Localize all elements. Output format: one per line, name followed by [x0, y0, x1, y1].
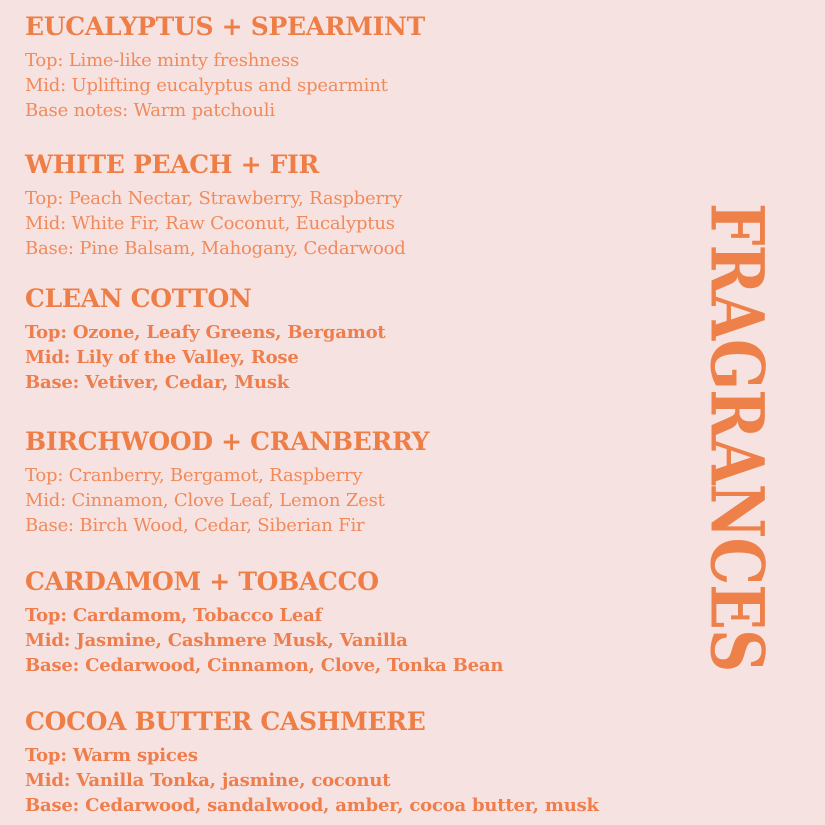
base-notes: Base: Cedarwood, sandalwood, amber, cocoa butter, musk: [25, 795, 599, 816]
fragrance-section-white-peach-fir: [25, 151, 625, 261]
top-notes: Top: Lime-like minty freshness: [25, 50, 300, 71]
fragrance-title: CARDAMOM + TOBACCO: [25, 567, 379, 596]
base-notes: Base: Birch Wood, Cedar, Siberian Fir: [25, 515, 365, 536]
mid-notes: Mid: Uplifting eucalyptus and spearmint: [25, 75, 388, 96]
fragrance-title: WHITE PEACH + FIR: [25, 150, 319, 179]
mid-notes: Mid: Vanilla Tonka, jasmine, coconut: [25, 770, 391, 791]
mid-notes: Mid: Jasmine, Cashmere Musk, Vanilla: [25, 630, 408, 651]
top-notes: Top: Warm spices: [25, 745, 198, 766]
base-notes: Base: Pine Balsam, Mahogany, Cedarwood: [25, 238, 406, 259]
base-notes: Base notes: Warm patchouli: [25, 100, 275, 121]
mid-notes: Mid: Lily of the Valley, Rose: [25, 347, 299, 368]
mid-notes: Mid: Cinnamon, Clove Leaf, Lemon Zest: [25, 490, 385, 511]
base-notes: Base: Vetiver, Cedar, Musk: [25, 372, 290, 393]
top-notes: Top: Cranberry, Bergamot, Raspberry: [25, 465, 363, 486]
fragrance-section-clean-cotton: [25, 285, 625, 395]
fragrance-title: COCOA BUTTER CASHMERE: [25, 707, 426, 736]
vertical-banner-fragrances: FRAGRANCES: [693, 203, 779, 672]
top-notes: Top: Cardamom, Tobacco Leaf: [25, 605, 323, 626]
fragrance-title: CLEAN COTTON: [25, 284, 252, 313]
fragrance-section-eucalyptus-spearmint: [25, 13, 625, 123]
fragrance-section-birchwood-cranberry: [25, 428, 625, 538]
top-notes: Top: Peach Nectar, Strawberry, Raspberry: [25, 188, 403, 209]
fragrance-title: BIRCHWOOD + CRANBERRY: [25, 427, 430, 456]
top-notes: Top: Ozone, Leafy Greens, Bergamot: [25, 322, 386, 343]
base-notes: Base: Cedarwood, Cinnamon, Clove, Tonka Bean: [25, 655, 504, 676]
fragrance-title: EUCALYPTUS + SPEARMINT: [25, 12, 425, 41]
mid-notes: Mid: White Fir, Raw Coconut, Eucalyptus: [25, 213, 395, 234]
fragrance-section-cardamom-tobacco: [25, 568, 625, 678]
fragrance-section-cocoa-butter-cashmere: [25, 708, 625, 818]
